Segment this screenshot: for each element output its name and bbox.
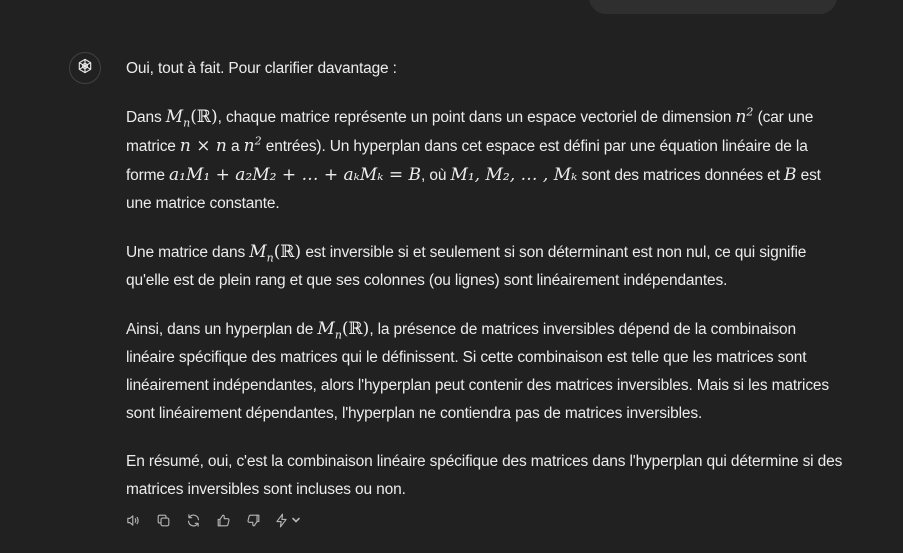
math-n-by-n: n × n — [179, 136, 227, 156]
openai-logo-icon — [76, 57, 94, 80]
chevron-down-icon — [291, 515, 301, 525]
math-b: B — [783, 165, 797, 185]
copy-icon — [155, 512, 172, 529]
message-paragraph-2: Une matrice dans $M_n(ℝ)$ est inversible si et seulement si son déterminant est non nul, ce qui signifie qu'elle est de plein rang et que ses colonnes (ou lignes) sont linéairement indépendantes. — [126, 242, 807, 289]
refresh-icon — [185, 512, 202, 529]
assistant-avatar — [69, 52, 101, 84]
message-paragraph-3: Ainsi, dans un hyperplan de $M_n(ℝ)$, la présence de matrices inversibles dépend de la combinaison linéaire spécifique des matrices qui le définissent. Si cette combinaison est telle que les matrices sont linéairement indépendantes, alors l'hyperplan peut contenir des matrices inversibles. Mais si les matrices sont linéairement dépendantes, l'hyperplan ne contiendra pas de matrices inversibles. — [126, 319, 829, 422]
math-n-squared: $n^2$ — [243, 134, 262, 156]
math-hyperplane-equation: a₁M₁ + a₂M₂ + … + aₖMₖ = B — [169, 165, 422, 185]
message-paragraph-1: Dans $M_n(ℝ)$, chaque matrice représente un point dans un espace vectoriel de dimension $n^2$ (car une matrice n × n a $n^2$ entrées). Un hyperplan dans cet espace est défini par une équation linéaire de la forme a₁M₁ + a₂M₂ + … + aₖMₖ = B, où M₁, M₂, … , Mₖ sont des matrices données et B est une matrice constante. — [126, 105, 821, 212]
read-aloud-button[interactable] — [122, 509, 144, 531]
switch-model-button[interactable] — [272, 509, 302, 531]
thumbs-down-icon — [245, 512, 262, 529]
message-actions — [122, 509, 302, 531]
math-mn-r: $M_n(ℝ)$ — [165, 107, 218, 130]
math-matrix-list: M₁, M₂, … , Mₖ — [450, 165, 578, 185]
assistant-message — [126, 55, 846, 524]
thumbs-up-icon — [215, 512, 232, 529]
speaker-icon — [125, 512, 142, 529]
user-message-bubble — [589, 0, 837, 14]
copy-button[interactable] — [152, 509, 174, 531]
good-response-button[interactable] — [212, 509, 234, 531]
bad-response-button[interactable] — [242, 509, 264, 531]
math-mn-r: $M_n(ℝ)$ — [317, 319, 370, 342]
math-n-squared: $n^2$ — [735, 105, 754, 127]
lightning-icon — [273, 512, 290, 529]
regenerate-button[interactable] — [182, 509, 204, 531]
message-paragraph-4: En résumé, oui, c'est la combinaison linéaire spécifique des matrices dans l'hyperplan qui détermine si des matrices inversibles sont incluses ou non. — [126, 453, 843, 498]
math-mn-r: $M_n(ℝ)$ — [249, 242, 302, 265]
message-intro: Oui, tout à fait. Pour clarifier davantage : — [126, 60, 397, 77]
